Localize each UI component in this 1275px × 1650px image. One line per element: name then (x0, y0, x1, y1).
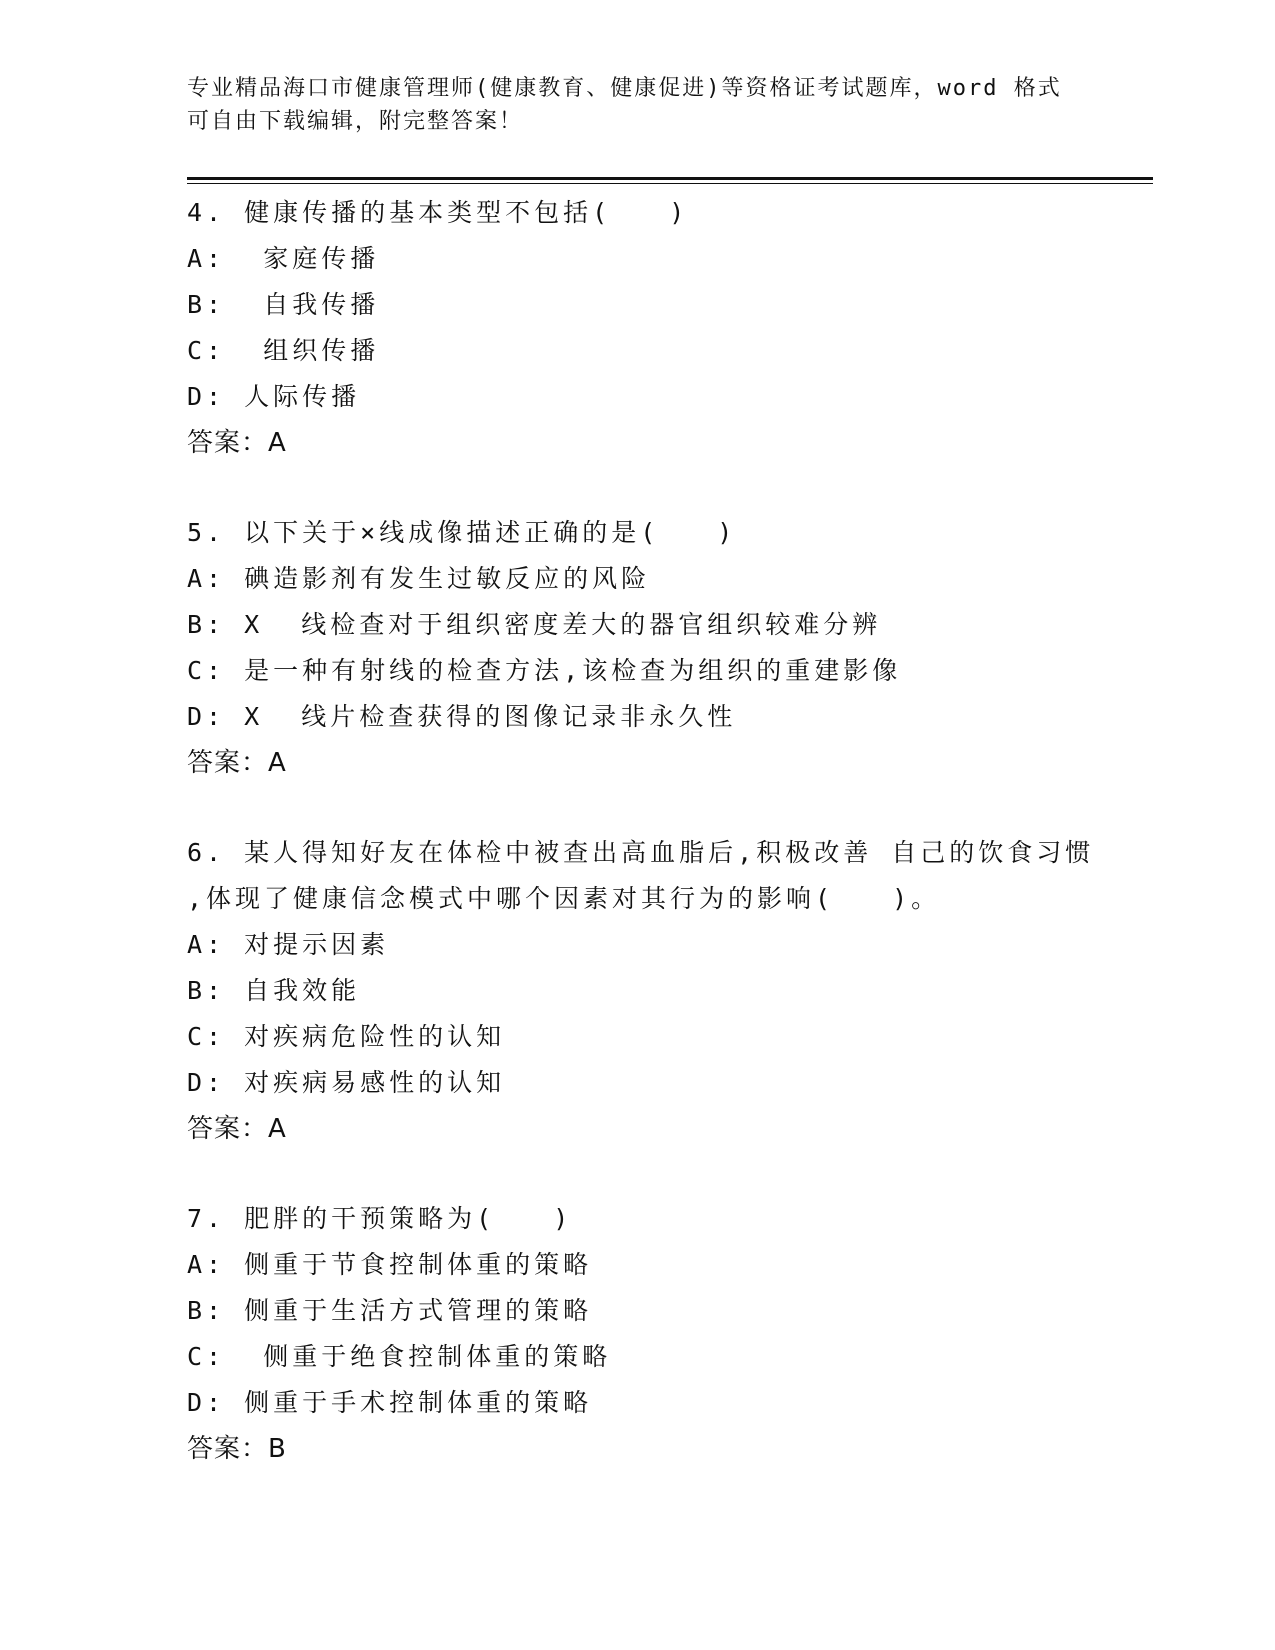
header-line-2: 可自由下载编辑，附完整答案！ (187, 109, 524, 134)
option-a: A: 侧重于节食控制体重的策略 (187, 1250, 593, 1279)
question-stem-line-2: ,体现了健康信念模式中哪个因素对其行为的影响( )。 (187, 884, 941, 913)
option-c: C: 是一种有射线的检查方法,该检查为组织的重建影像 (187, 656, 902, 685)
option-c: C: 组织传播 (187, 336, 380, 365)
option-a: A: 碘造影剂有发生过敏反应的风险 (187, 564, 651, 593)
question-4 (187, 190, 1167, 466)
option-a: A: 对提示因素 (187, 930, 390, 959)
answer-label: 答案：A (187, 428, 287, 458)
answer-label: 答案：B (187, 1434, 287, 1464)
header-rule-thin (187, 183, 1153, 184)
answer-label: 答案：A (187, 748, 287, 778)
option-d: D: 侧重于手术控制体重的策略 (187, 1388, 593, 1417)
option-d: D: 对疾病易感性的认知 (187, 1068, 506, 1097)
option-b: B: 自我传播 (187, 290, 380, 319)
answer-label: 答案：A (187, 1114, 287, 1144)
option-c: C: 对疾病危险性的认知 (187, 1022, 506, 1051)
header-rule-thick (187, 177, 1153, 180)
option-b: B: X 线检查对于组织密度差大的器官组织较难分辨 (187, 610, 882, 639)
header-line-1: 专业精品海口市健康管理师(健康教育、健康促进)等资格证考试题库，word 格式 (187, 76, 1062, 101)
question-stem: 5. 以下关于×线成像描述正确的是( ) (187, 518, 737, 547)
document-header (187, 72, 1087, 138)
option-a: A: 家庭传播 (187, 244, 380, 273)
question-stem: 7. 肥胖的干预策略为( ) (187, 1204, 573, 1233)
option-d: D: 人际传播 (187, 382, 361, 411)
option-d: D: X 线片检查获得的图像记录非永久性 (187, 702, 737, 731)
option-b: B: 侧重于生活方式管理的策略 (187, 1296, 593, 1325)
option-b: B: 自我效能 (187, 976, 361, 1005)
question-7 (187, 1196, 1167, 1472)
question-5 (187, 510, 1167, 786)
question-stem-line-1: 6. 某人得知好友在体检中被查出高血脂后,积极改善 自己的饮食习惯 (187, 838, 1095, 867)
question-list (187, 190, 1167, 1516)
question-6 (187, 830, 1167, 1152)
option-c: C: 侧重于绝食控制体重的策略 (187, 1342, 612, 1371)
question-stem: 4. 健康传播的基本类型不包括( ) (187, 198, 689, 227)
